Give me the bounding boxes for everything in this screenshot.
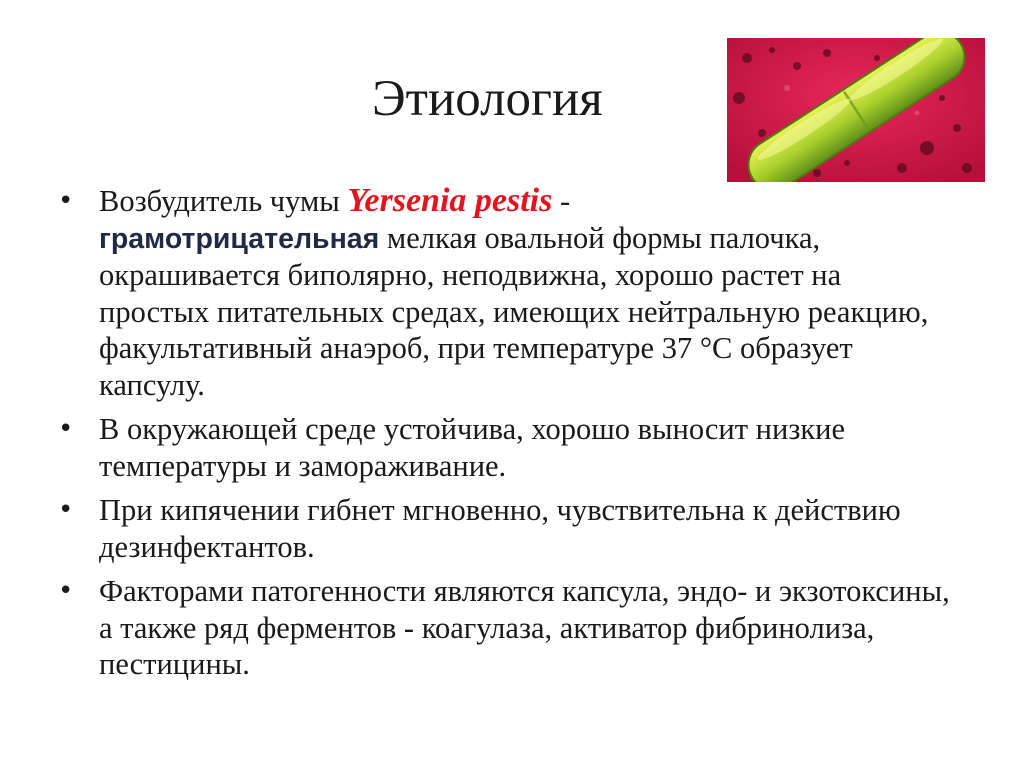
- slide-title: Этиология: [372, 71, 603, 127]
- bullet-item: [58, 183, 958, 403]
- bullet-item: [58, 411, 958, 484]
- gram-negative-term: грамотрицательная: [99, 222, 380, 255]
- bullet-text-dash: -: [552, 184, 571, 218]
- bullet-marker: •: [58, 495, 74, 525]
- bacterium-micrograph-graphic: [727, 38, 985, 182]
- species-name: Yersenia pestis: [347, 182, 553, 219]
- bullet-item: [58, 492, 958, 565]
- bullet-item: [58, 573, 958, 683]
- bullet-text: При кипячении гибнет мгновенно, чувствительна к действию дезинфектантов.: [99, 493, 901, 564]
- bullet-list: [58, 183, 958, 691]
- bacterium-image: [727, 38, 985, 182]
- bullet-marker: •: [58, 576, 74, 606]
- bullet-text: Факторами патогенности являются капсула, эндо- и экзотоксины, а также ряд ферментов - коагулаза, активатор фибринолиза, пестицины.: [99, 574, 950, 681]
- bullet-text-lead: Возбудитель чумы: [99, 184, 348, 218]
- bullet-text: В окружающей среде устойчива, хорошо выносит низкие температуры и замораживание.: [99, 412, 846, 483]
- bullet-marker: •: [58, 414, 74, 444]
- bullet-marker: •: [58, 186, 74, 216]
- bullet-text-rest: мелкая овальной формы палочка, окрашивается биполярно, неподвижна, хорошо растет на простых питательных средах, имеющих нейтральную реакцию, факультативный анаэроб, при температуре 37 °С образует капсулу.: [99, 220, 929, 402]
